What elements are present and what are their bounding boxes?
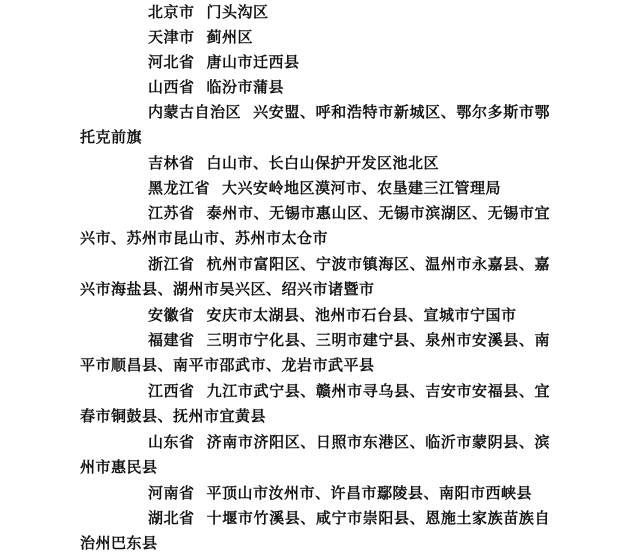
province-name: 浙江省 <box>148 255 195 273</box>
entry-henan <box>80 481 550 506</box>
entry-shandong <box>80 430 550 481</box>
place-list: 杭州市富阳区、宁波市镇海区、温州市永嘉县、嘉兴市海盐县、湖州市吴兴区、绍兴市诸暨市 <box>80 255 550 299</box>
entry-hubei <box>80 506 550 557</box>
province-name: 内蒙古自治区 <box>148 103 242 121</box>
entry-shanxi <box>80 75 550 100</box>
entry-fujian <box>80 328 550 379</box>
place-list: 白山市、长白山保护开发区池北区 <box>206 154 440 172</box>
province-name: 天津市 <box>148 28 195 46</box>
entry-heilongjiang <box>80 176 550 201</box>
place-list: 唐山市迁西县 <box>206 53 300 71</box>
place-list: 蓟州区 <box>206 28 254 46</box>
province-name: 吉林省 <box>148 154 195 172</box>
place-list: 门头沟区 <box>206 3 269 21</box>
province-name: 河南省 <box>148 484 195 502</box>
entry-beijing <box>80 0 550 25</box>
province-name: 安徽省 <box>148 306 195 324</box>
entry-jilin <box>80 151 550 176</box>
place-list: 泰州市、无锡市惠山区、无锡市滨湖区、无锡市宜兴市、苏州市昆山市、苏州市太仓市 <box>80 204 550 248</box>
entry-neimenggu <box>80 100 550 151</box>
province-name: 江苏省 <box>148 204 195 222</box>
place-list: 大兴安岭地区漠河市、农垦建三江管理局 <box>222 179 502 197</box>
entry-hebei <box>80 50 550 75</box>
entry-jiangsu <box>80 201 550 252</box>
place-list: 济南市济阳区、日照市东港区、临沂市蒙阴县、滨州市惠民县 <box>80 433 550 477</box>
place-list: 兴安盟、呼和浩特市新城区、鄂尔多斯市鄂托克前旗 <box>80 103 550 147</box>
province-name: 黑龙江省 <box>148 179 211 197</box>
entry-anhui <box>80 303 550 328</box>
province-name: 北京市 <box>148 3 195 21</box>
place-list: 十堰市竹溪县、咸宁市崇阳县、恩施土家族苗族自治州巴东县 <box>80 509 550 553</box>
province-name: 湖北省 <box>148 509 195 527</box>
province-name: 山西省 <box>148 78 195 96</box>
place-list: 安庆市太湖县、池州市石台县、宣城市宁国市 <box>206 306 517 324</box>
province-name: 福建省 <box>148 331 195 349</box>
province-name: 山东省 <box>148 433 195 451</box>
place-list: 三明市宁化县、三明市建宁县、泉州市安溪县、南平市顺昌县、南平市邵武市、龙岩市武平县 <box>80 331 550 375</box>
place-list: 临汾市蒲县 <box>206 78 285 96</box>
entry-tianjin <box>80 25 550 50</box>
province-name: 江西省 <box>148 382 195 400</box>
place-list: 平顶山市汝州市、许昌市鄢陵县、南阳市西峡县 <box>206 484 533 502</box>
entry-jiangxi <box>80 379 550 430</box>
entry-zhejiang <box>80 252 550 303</box>
province-name: 河北省 <box>148 53 195 71</box>
place-list: 九江市武宁县、赣州市寻乌县、吉安市安福县、宜春市铜鼓县、抚州市宜黄县 <box>80 382 550 426</box>
